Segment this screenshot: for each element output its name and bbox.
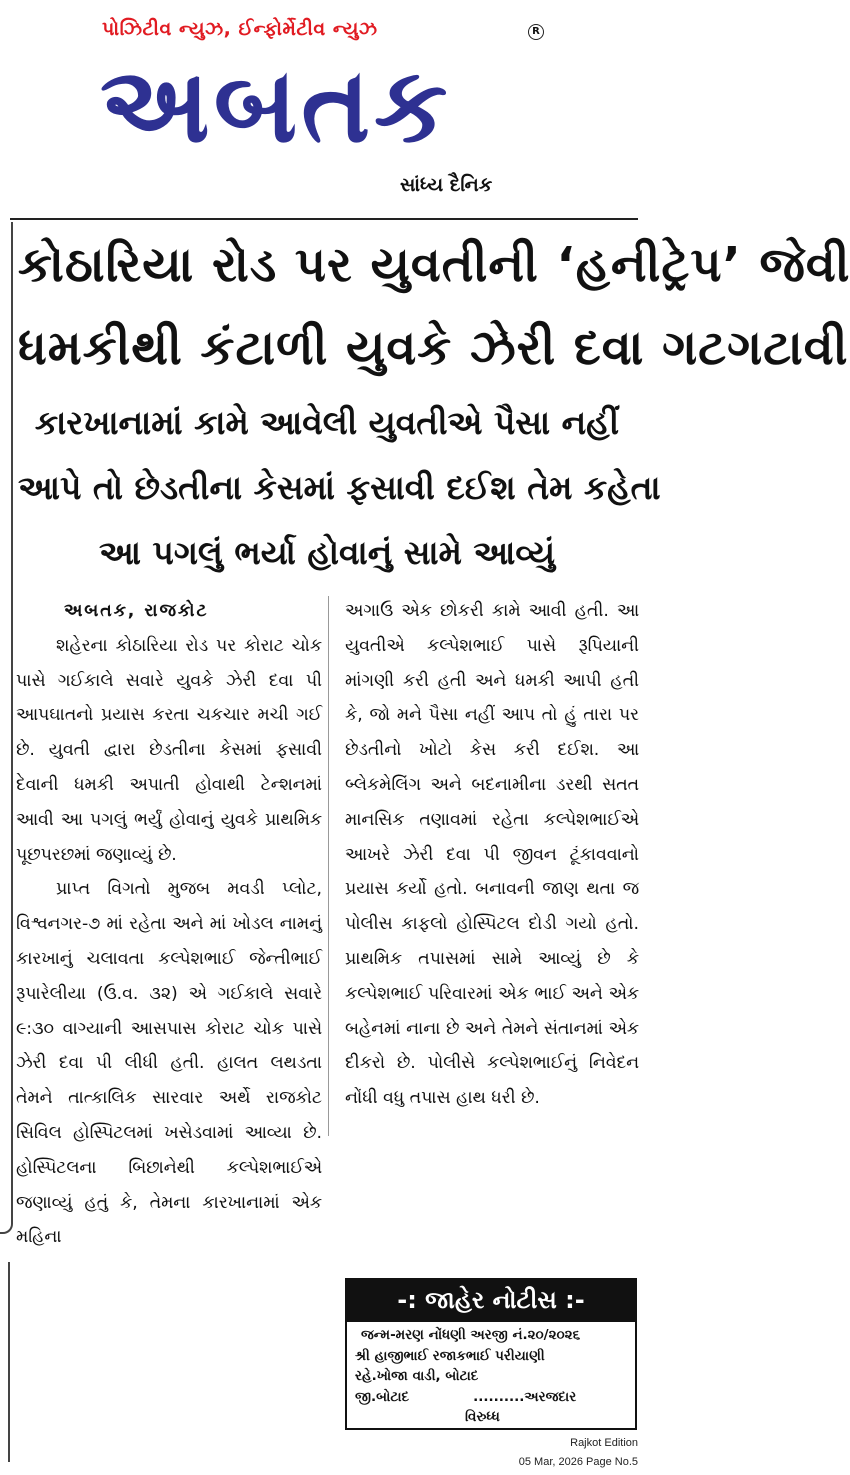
article-paragraph: પ્રાપ્ત વિગતો મુજબ મવડી પ્લોટ, વિશ્વનગર-૭ માં રહેતા અને માં ખોડલ નામનું કારખાનું ચલાવતા કલ્પેશભાઈ જેન્તીભાઈ રૂપારેલીયા (ઉ.વ. ૩૨) એ ગઈકાલે સવારે ૯:૩૦ વાગ્યાની આસપાસ કોરાટ ચોક પાસે ઝેરી દવા પી લીધી હતી. હાલત લથડતા તેમને તાત્કાલિક સારવાર અર્થે રાજકોટ સિવિલ હોસ્પિટલમાં ખસેડવામાં આવ્યા છે. હોસ્પિટલના બિછાનેથી કલ્પેશભાઈએ જણાવ્યું હતું કે, તેમના કારખાનામાં એક મહિના bbox=[16, 879, 322, 1248]
footer-date-page: 05 Mar, 2026 Page No.5 bbox=[518, 1456, 638, 1468]
masthead-tagline: પોઝિટીવ ન્યુઝ, ઈન્ફોર્મેટીવ ન્યુઝ bbox=[102, 18, 378, 40]
subheadline-line-1: કારખાનામાં કામે આવેલી યુવતીએ પૈસા નહીં bbox=[34, 403, 620, 442]
public-notice-box bbox=[345, 1278, 637, 1430]
notice-line: જન્મ-મરણ નોંધણી અરજી નં.૨૦/૨૦૨૬ bbox=[361, 1327, 581, 1343]
edition-type: સાંધ્ય દૈનિક bbox=[400, 174, 493, 196]
subheadline-line-3: આ પગલું ભર્યા હોવાનું સામે આવ્યું bbox=[98, 533, 556, 572]
subheadline-line-2: આપે તો છેડતીના કેસમાં ફસાવી દઈશ તેમ કહેતા bbox=[18, 468, 661, 507]
headline-line-1: કોઠારિયા રોડ પર યુવતીની ‘હનીટ્રેપ’ જેવી bbox=[18, 237, 850, 293]
page-border-left-lower bbox=[0, 1262, 10, 1462]
column-divider bbox=[328, 596, 329, 1136]
article-paragraph: અગાઉ એક છોકરી કામે આવી હતી. આ યુવતીએ કલ્પેશભાઈ પાસે રૂપિયાની માંગણી કરી હતી અને ધમકી આપી હતી કે, જો મને પૈસા નહીં આપ તો હું તારા પર છેડતીનો ખોટો કેસ કરી દઈશ. આ બ્લેકમેલિંગ અને બદનામીના ડરથી સતત માનસિક તણાવમાં રહેતા કલ્પેશભાઈએ આખરે ઝેરી દવા પી જીવન ટૂંકાવવાનો પ્રયાસ કર્યો હતો. બનાવની જાણ થતા જ પોલીસ કાફલો હોસ્પિટલ દોડી ગયો હતો. પ્રાથમિક તપાસમાં સામે આવ્યું છે કે કલ્પેશભાઈ પરિવારમાં એક ભાઈ અને એક બહેનમાં નાના છે અને તેમને સંતાનમાં એક દીકરો છે. પોલીસે કલ્પેશભાઈનું નિવેદન નોંધી વધુ તપાસ હાથ ધરી છે. bbox=[345, 601, 639, 1109]
masthead bbox=[0, 0, 648, 215]
notice-line: શ્રી હાજીભાઈ રજાકભાઈ પરીયાણી bbox=[355, 1347, 545, 1364]
notice-line: વિરુધ્ધ bbox=[465, 1409, 500, 1425]
article-column-right bbox=[345, 594, 639, 1116]
notice-applicant: ..........અરજદાર bbox=[473, 1388, 577, 1405]
newspaper-logo: અબતક bbox=[100, 44, 452, 166]
article-paragraph: શહેરના કોઠારિયા રોડ પર કોરાટ ચોક પાસે ગઈકાલે સવારે યુવકે ઝેરી દવા પી આપઘાતનો પ્રયાસ કરતા ચકચાર મચી ગઈ છે. યુવતી દ્વારા છેડતીના કેસમાં ફસાવી દેવાની ધમકી અપાતી હોવાથી ટેન્શનમાં આવી આ પગલું ભર્યું હોવાનું યુવકે પ્રાથમિક પૂછપરછમાં જણાવ્યું છે. bbox=[16, 635, 322, 865]
article-column-left bbox=[16, 594, 322, 1255]
footer-edition: Rajkot Edition bbox=[570, 1437, 638, 1449]
public-notice-title: -: જાહેર નોટીસ :- bbox=[345, 1278, 637, 1322]
headline-line-2: ધમકીથી કંટાળી યુવકે ઝેરી દવા ગટગટાવી bbox=[18, 320, 849, 376]
dateline: અબતક, રાજકોટ bbox=[64, 601, 209, 621]
registered-mark-icon: R bbox=[528, 24, 544, 40]
notice-line bbox=[355, 1387, 635, 1408]
public-notice-body bbox=[345, 1322, 637, 1430]
masthead-divider bbox=[10, 218, 638, 220]
notice-line: રહે.ખોજા વાડી, બોટાદ bbox=[355, 1368, 479, 1384]
page-border-left bbox=[0, 222, 13, 1234]
notice-district: જી.બોટાદ bbox=[355, 1388, 410, 1405]
